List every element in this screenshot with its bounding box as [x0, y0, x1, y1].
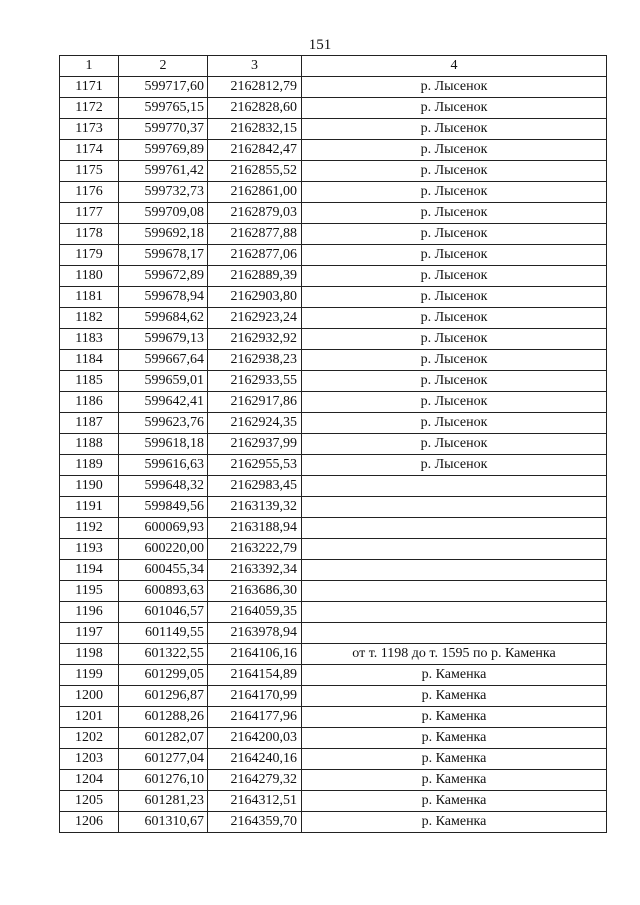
description-cell: от т. 1198 до т. 1595 по р. Каменка	[302, 644, 607, 665]
description-cell: р. Каменка	[302, 707, 607, 728]
y-coordinate-cell: 2162932,92	[208, 329, 302, 350]
y-coordinate-cell: 2162879,03	[208, 203, 302, 224]
description-cell: р. Лысенок	[302, 77, 607, 98]
point-number-cell: 1174	[60, 140, 119, 161]
description-cell: р. Лысенок	[302, 203, 607, 224]
description-cell: р. Лысенок	[302, 329, 607, 350]
table-row	[60, 392, 607, 413]
table-row	[60, 749, 607, 770]
description-cell	[302, 518, 607, 539]
point-number-cell: 1198	[60, 644, 119, 665]
x-coordinate-cell: 599678,94	[119, 287, 208, 308]
y-coordinate-cell: 2163978,94	[208, 623, 302, 644]
x-coordinate-cell: 599623,76	[119, 413, 208, 434]
x-coordinate-cell: 599765,15	[119, 98, 208, 119]
table-row	[60, 455, 607, 476]
table-row	[60, 665, 607, 686]
x-coordinate-cell: 601288,26	[119, 707, 208, 728]
y-coordinate-cell: 2162917,86	[208, 392, 302, 413]
y-coordinate-cell: 2162889,39	[208, 266, 302, 287]
table-row	[60, 266, 607, 287]
y-coordinate-cell: 2162828,60	[208, 98, 302, 119]
table-row	[60, 581, 607, 602]
point-number-cell: 1183	[60, 329, 119, 350]
description-cell: р. Лысенок	[302, 266, 607, 287]
x-coordinate-cell: 599684,62	[119, 308, 208, 329]
point-number-cell: 1193	[60, 539, 119, 560]
column-header-2: 2	[119, 56, 208, 77]
table-body	[60, 77, 607, 833]
description-cell: р. Каменка	[302, 791, 607, 812]
table-header	[60, 56, 607, 77]
point-number-cell: 1177	[60, 203, 119, 224]
table-row	[60, 371, 607, 392]
description-cell: р. Лысенок	[302, 245, 607, 266]
description-cell: р. Лысенок	[302, 308, 607, 329]
x-coordinate-cell: 600893,63	[119, 581, 208, 602]
description-cell: р. Лысенок	[302, 140, 607, 161]
description-cell: р. Лысенок	[302, 224, 607, 245]
y-coordinate-cell: 2163188,94	[208, 518, 302, 539]
description-cell: р. Лысенок	[302, 413, 607, 434]
point-number-cell: 1179	[60, 245, 119, 266]
y-coordinate-cell: 2164059,35	[208, 602, 302, 623]
y-coordinate-cell: 2163392,34	[208, 560, 302, 581]
y-coordinate-cell: 2164106,16	[208, 644, 302, 665]
x-coordinate-cell: 599692,18	[119, 224, 208, 245]
table-row	[60, 497, 607, 518]
table-row	[60, 476, 607, 497]
y-coordinate-cell: 2163222,79	[208, 539, 302, 560]
point-number-cell: 1202	[60, 728, 119, 749]
table-row	[60, 224, 607, 245]
x-coordinate-cell: 599618,18	[119, 434, 208, 455]
column-header-3: 3	[208, 56, 302, 77]
description-cell: р. Лысенок	[302, 434, 607, 455]
description-cell	[302, 497, 607, 518]
x-coordinate-cell: 599667,64	[119, 350, 208, 371]
y-coordinate-cell: 2163139,32	[208, 497, 302, 518]
table-row	[60, 539, 607, 560]
point-number-cell: 1187	[60, 413, 119, 434]
y-coordinate-cell: 2162877,06	[208, 245, 302, 266]
coordinates-table	[59, 55, 607, 833]
y-coordinate-cell: 2162861,00	[208, 182, 302, 203]
x-coordinate-cell: 600069,93	[119, 518, 208, 539]
description-cell	[302, 581, 607, 602]
point-number-cell: 1182	[60, 308, 119, 329]
point-number-cell: 1196	[60, 602, 119, 623]
table-row	[60, 287, 607, 308]
description-cell: р. Лысенок	[302, 392, 607, 413]
point-number-cell: 1190	[60, 476, 119, 497]
x-coordinate-cell: 599769,89	[119, 140, 208, 161]
point-number-cell: 1175	[60, 161, 119, 182]
x-coordinate-cell: 601277,04	[119, 749, 208, 770]
point-number-cell: 1173	[60, 119, 119, 140]
y-coordinate-cell: 2164359,70	[208, 812, 302, 833]
y-coordinate-cell: 2163686,30	[208, 581, 302, 602]
point-number-cell: 1181	[60, 287, 119, 308]
point-number-cell: 1206	[60, 812, 119, 833]
column-header-4: 4	[302, 56, 607, 77]
header-row	[60, 56, 607, 77]
description-cell: р. Лысенок	[302, 161, 607, 182]
x-coordinate-cell: 601310,67	[119, 812, 208, 833]
point-number-cell: 1200	[60, 686, 119, 707]
description-cell	[302, 602, 607, 623]
table-row	[60, 182, 607, 203]
x-coordinate-cell: 601046,57	[119, 602, 208, 623]
point-number-cell: 1185	[60, 371, 119, 392]
table-row	[60, 77, 607, 98]
y-coordinate-cell: 2162933,55	[208, 371, 302, 392]
description-cell: р. Лысенок	[302, 98, 607, 119]
table-row	[60, 329, 607, 350]
point-number-cell: 1194	[60, 560, 119, 581]
y-coordinate-cell: 2164170,99	[208, 686, 302, 707]
x-coordinate-cell: 601276,10	[119, 770, 208, 791]
x-coordinate-cell: 599770,37	[119, 119, 208, 140]
table-row	[60, 791, 607, 812]
x-coordinate-cell: 601282,07	[119, 728, 208, 749]
point-number-cell: 1178	[60, 224, 119, 245]
table-row	[60, 308, 607, 329]
table-row	[60, 434, 607, 455]
y-coordinate-cell: 2162955,53	[208, 455, 302, 476]
x-coordinate-cell: 600220,00	[119, 539, 208, 560]
x-coordinate-cell: 599709,08	[119, 203, 208, 224]
x-coordinate-cell: 599678,17	[119, 245, 208, 266]
table-row	[60, 413, 607, 434]
x-coordinate-cell: 599642,41	[119, 392, 208, 413]
description-cell: р. Лысенок	[302, 182, 607, 203]
column-header-1: 1	[60, 56, 119, 77]
point-number-cell: 1188	[60, 434, 119, 455]
x-coordinate-cell: 601281,23	[119, 791, 208, 812]
y-coordinate-cell: 2162924,35	[208, 413, 302, 434]
table-row	[60, 98, 607, 119]
point-number-cell: 1205	[60, 791, 119, 812]
table-row	[60, 140, 607, 161]
point-number-cell: 1192	[60, 518, 119, 539]
x-coordinate-cell: 599672,89	[119, 266, 208, 287]
page-number: 151	[308, 37, 332, 53]
x-coordinate-cell: 600455,34	[119, 560, 208, 581]
y-coordinate-cell: 2162923,24	[208, 308, 302, 329]
description-cell: р. Лысенок	[302, 455, 607, 476]
point-number-cell: 1191	[60, 497, 119, 518]
point-number-cell: 1171	[60, 77, 119, 98]
table-row	[60, 728, 607, 749]
table-row	[60, 245, 607, 266]
y-coordinate-cell: 2162938,23	[208, 350, 302, 371]
x-coordinate-cell: 599679,13	[119, 329, 208, 350]
table-row	[60, 119, 607, 140]
description-cell: р. Каменка	[302, 686, 607, 707]
table-row	[60, 686, 607, 707]
description-cell: р. Лысенок	[302, 119, 607, 140]
x-coordinate-cell: 599732,73	[119, 182, 208, 203]
x-coordinate-cell: 601322,55	[119, 644, 208, 665]
y-coordinate-cell: 2164279,32	[208, 770, 302, 791]
table-row	[60, 644, 607, 665]
point-number-cell: 1176	[60, 182, 119, 203]
description-cell: р. Каменка	[302, 728, 607, 749]
y-coordinate-cell: 2162812,79	[208, 77, 302, 98]
point-number-cell: 1189	[60, 455, 119, 476]
description-cell: р. Лысенок	[302, 350, 607, 371]
y-coordinate-cell: 2162832,15	[208, 119, 302, 140]
table-row	[60, 623, 607, 644]
description-cell: р. Каменка	[302, 665, 607, 686]
point-number-cell: 1180	[60, 266, 119, 287]
y-coordinate-cell: 2164200,03	[208, 728, 302, 749]
point-number-cell: 1186	[60, 392, 119, 413]
y-coordinate-cell: 2164312,51	[208, 791, 302, 812]
x-coordinate-cell: 601149,55	[119, 623, 208, 644]
y-coordinate-cell: 2162855,52	[208, 161, 302, 182]
table-row	[60, 770, 607, 791]
description-cell	[302, 623, 607, 644]
description-cell: р. Каменка	[302, 770, 607, 791]
table-row	[60, 602, 607, 623]
point-number-cell: 1203	[60, 749, 119, 770]
table-row	[60, 560, 607, 581]
description-cell: р. Каменка	[302, 812, 607, 833]
table-row	[60, 350, 607, 371]
x-coordinate-cell: 599717,60	[119, 77, 208, 98]
x-coordinate-cell: 599761,42	[119, 161, 208, 182]
y-coordinate-cell: 2162937,99	[208, 434, 302, 455]
description-cell: р. Лысенок	[302, 287, 607, 308]
table-row	[60, 518, 607, 539]
description-cell: р. Каменка	[302, 749, 607, 770]
point-number-cell: 1195	[60, 581, 119, 602]
description-cell	[302, 539, 607, 560]
point-number-cell: 1199	[60, 665, 119, 686]
x-coordinate-cell: 599616,63	[119, 455, 208, 476]
description-cell: р. Лысенок	[302, 371, 607, 392]
x-coordinate-cell: 599648,32	[119, 476, 208, 497]
y-coordinate-cell: 2162842,47	[208, 140, 302, 161]
x-coordinate-cell: 599659,01	[119, 371, 208, 392]
x-coordinate-cell: 601299,05	[119, 665, 208, 686]
point-number-cell: 1172	[60, 98, 119, 119]
y-coordinate-cell: 2162877,88	[208, 224, 302, 245]
description-cell	[302, 560, 607, 581]
point-number-cell: 1201	[60, 707, 119, 728]
point-number-cell: 1197	[60, 623, 119, 644]
table-row	[60, 812, 607, 833]
y-coordinate-cell: 2164240,16	[208, 749, 302, 770]
x-coordinate-cell: 599849,56	[119, 497, 208, 518]
y-coordinate-cell: 2162983,45	[208, 476, 302, 497]
y-coordinate-cell: 2164177,96	[208, 707, 302, 728]
point-number-cell: 1204	[60, 770, 119, 791]
description-cell	[302, 476, 607, 497]
y-coordinate-cell: 2164154,89	[208, 665, 302, 686]
x-coordinate-cell: 601296,87	[119, 686, 208, 707]
table-row	[60, 707, 607, 728]
table-row	[60, 161, 607, 182]
table-row	[60, 203, 607, 224]
point-number-cell: 1184	[60, 350, 119, 371]
y-coordinate-cell: 2162903,80	[208, 287, 302, 308]
